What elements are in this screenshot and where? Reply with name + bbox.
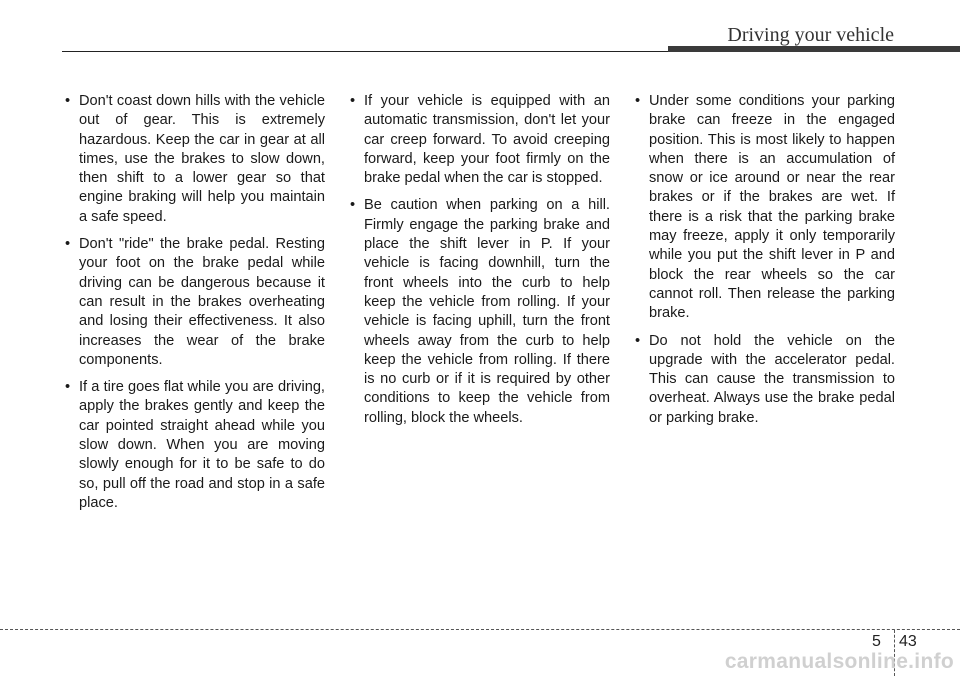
bullet-icon: • bbox=[350, 197, 356, 214]
bullet-list bbox=[348, 92, 610, 428]
bullet-icon: • bbox=[635, 332, 641, 349]
bullet-text: Don't "ride" the brake pedal. Resting your foot on the brake pedal while driving can be dangerous because it can result in the brakes overheating and losing their effectiveness. It also increases the wear of the brake components. bbox=[79, 236, 325, 368]
bullet-item bbox=[63, 235, 325, 370]
header-rule-accent bbox=[668, 46, 960, 52]
section-title: Driving your vehicle bbox=[727, 24, 894, 46]
bullet-item bbox=[63, 378, 325, 513]
footer-divider bbox=[0, 629, 960, 630]
bullet-icon: • bbox=[65, 236, 71, 253]
bullet-text: Under some conditions your parking brake can freeze in the engaged position. This is most likely to happen when there is an accumulation of snow or ice around or near the rear brakes or if the brakes are wet. If there is a risk that the parking brake may freeze, apply it only temporarily while you put the shift lever in P and block the rear wheels so the car cannot roll. Then release the parking brake. bbox=[649, 93, 895, 322]
bullet-item bbox=[63, 92, 325, 227]
bullet-list bbox=[63, 92, 325, 513]
column-2 bbox=[348, 92, 610, 436]
bullet-icon: • bbox=[635, 93, 641, 109]
column-3 bbox=[633, 92, 895, 436]
column-1 bbox=[63, 92, 325, 521]
chapter-number: 5 bbox=[872, 633, 881, 650]
bullet-item bbox=[348, 92, 610, 188]
bullet-text: Do not hold the vehicle on the upgrade with the accelerator pedal. This can cause the transmission to overheat. Always use the brake pedal or parking brake. bbox=[649, 332, 895, 426]
bullet-item bbox=[633, 332, 895, 428]
page-number: 43 bbox=[899, 633, 917, 650]
bullet-text: If your vehicle is equipped with an automatic transmission, don't let your car creep forward. To avoid creeping forward, keep your foot firmly on the brake pedal when the car is stopped. bbox=[364, 93, 610, 187]
bullet-item bbox=[348, 196, 610, 428]
header-rule bbox=[62, 51, 668, 52]
bullet-text: Don't coast down hills with the vehicle out of gear. This is extremely hazardous. Keep the car in gear at all times, use the brakes to slow down, then shift to a lower gear so that engine braking will help you maintain a safe speed. bbox=[79, 93, 325, 225]
watermark: carmanualsonline.info bbox=[724, 650, 954, 673]
bullet-icon: • bbox=[65, 93, 71, 109]
bullet-list bbox=[633, 92, 895, 428]
bullet-item bbox=[633, 92, 895, 324]
bullet-icon: • bbox=[350, 93, 356, 109]
bullet-text: If a tire goes flat while you are driving, apply the brakes gently and keep the car pointed straight ahead while you slow down. When you are moving slowly enough for it to be safe to do so, pull off the road and stop in a safe place. bbox=[79, 379, 325, 511]
bullet-icon: • bbox=[65, 379, 71, 396]
bullet-text: Be caution when parking on a hill. Firmly engage the parking brake and place the shift lever in P. If your vehicle is facing downhill, turn the front wheels into the curb to help keep the vehicle from rolling. If your vehicle is facing uphill, turn the front wheels away from the curb to help keep the vehicle from rolling. If there is no curb or if it is required by other conditions to keep the vehicle from rolling, block the wheels. bbox=[364, 197, 610, 426]
